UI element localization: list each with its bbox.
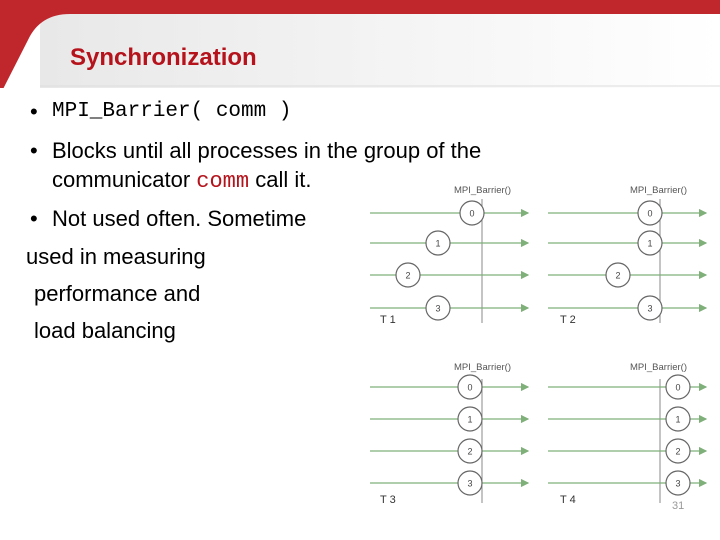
process-label: 2 bbox=[467, 446, 473, 457]
process-label: 0 bbox=[467, 382, 473, 393]
process-label: 3 bbox=[435, 303, 441, 314]
barrier-label: MPI_Barrier() bbox=[630, 362, 688, 373]
process-label: 3 bbox=[467, 478, 473, 489]
slide-title: Synchronization bbox=[70, 44, 257, 71]
process-label: 1 bbox=[467, 414, 473, 425]
process-label: 1 bbox=[647, 238, 653, 249]
comm-code: comm bbox=[196, 169, 250, 194]
process-label: 0 bbox=[647, 208, 653, 219]
bullet-not-used-line4: load balancing bbox=[34, 318, 176, 343]
call-it-text: call it. bbox=[249, 167, 312, 192]
communicator-text: communicator bbox=[52, 167, 197, 192]
process-label: 0 bbox=[469, 208, 475, 219]
bullet-mpi-barrier: MPI_Barrier( comm ) bbox=[52, 100, 292, 123]
barrier-label: MPI_Barrier() bbox=[454, 362, 512, 373]
process-label: 1 bbox=[675, 414, 681, 425]
time-label: T 3 bbox=[380, 494, 396, 506]
barrier-label: MPI_Barrier() bbox=[454, 185, 512, 196]
time-label: T 1 bbox=[380, 314, 396, 326]
process-label: 0 bbox=[675, 382, 681, 393]
process-label: 3 bbox=[675, 478, 681, 489]
bullet-not-used-line2: used in measuring bbox=[26, 244, 206, 269]
process-label: 2 bbox=[405, 270, 411, 281]
barrier-diagram bbox=[360, 175, 715, 515]
bullet-dot: • bbox=[30, 138, 38, 163]
barrier-label: MPI_Barrier() bbox=[630, 185, 688, 196]
process-label: 3 bbox=[647, 303, 653, 314]
process-label: 2 bbox=[615, 270, 621, 281]
bullet-not-used-line1: Not used often. Sometime bbox=[52, 206, 307, 231]
bullet-not-used-line3: performance and bbox=[34, 281, 201, 306]
time-label: T 2 bbox=[560, 314, 576, 326]
bullet-dot: • bbox=[30, 206, 38, 231]
time-label: T 4 bbox=[560, 494, 576, 506]
bullet-blocks-line2 bbox=[52, 167, 311, 194]
bullet-blocks-line1: Blocks until all processes in the group of the bbox=[52, 138, 482, 163]
page-number: 31 bbox=[672, 500, 685, 512]
bullet-dot: • bbox=[30, 99, 38, 124]
process-label: 1 bbox=[435, 238, 441, 249]
process-label: 2 bbox=[675, 446, 681, 457]
